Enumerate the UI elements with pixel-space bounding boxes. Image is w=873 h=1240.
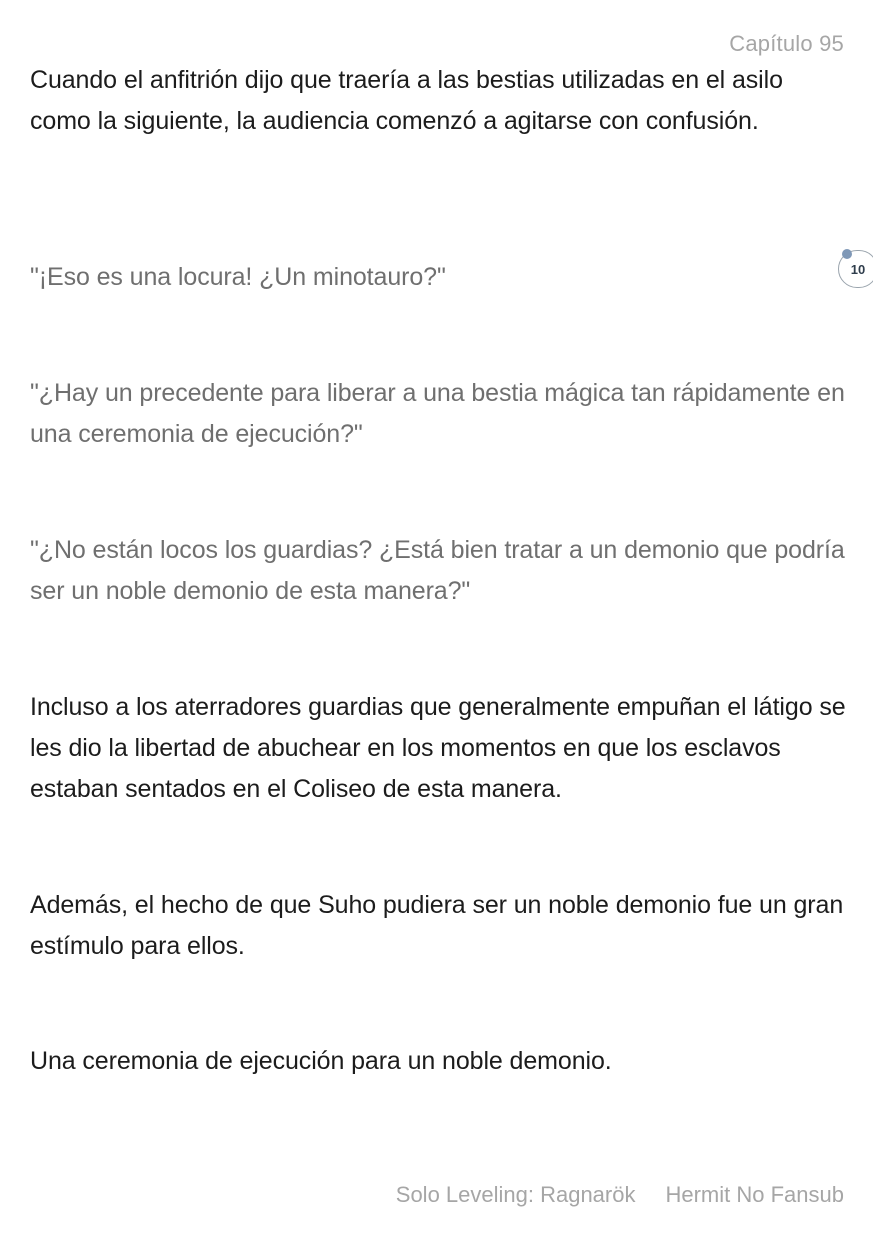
paragraph-narration: Incluso a los aterradores guardias que generalmente empuñan el látigo se les dio la libertad de abuchear en los momentos en que los esclavos estaban sentados en el Coliseo de esta manera. <box>30 693 846 803</box>
paragraph-dialogue: "¿No están locos los guardias? ¿Está bien tratar a un demonio que podría ser un noble demonio de esta manera?" <box>30 536 845 605</box>
footer <box>396 1182 844 1208</box>
chapter-label: Capítulo 95 <box>729 31 844 56</box>
footer-book-title: Solo Leveling: Ragnarök <box>395 1182 636 1207</box>
paragraph-narration: Además, el hecho de que Suho pudiera ser un noble demonio fue un gran estímulo para ellos. <box>30 891 844 960</box>
comment-count: 10 <box>850 261 866 277</box>
paragraph-dialogue: "¡Eso es una locura! ¿Un minotauro?" <box>30 263 446 291</box>
comment-indicator-dot <box>842 249 852 259</box>
paragraph-dialogue: "¿Hay un precedente para liberar a una bestia mágica tan rápidamente en una ceremonia de ejecución?" <box>30 379 845 448</box>
paragraph-narration: Cuando el anfitrión dijo que traería a las bestias utilizadas en el asilo como la siguiente, la audiencia comenzó a agitarse con confusión. <box>30 66 783 135</box>
paragraph-narration: Una ceremonia de ejecución para un noble demonio. <box>30 1047 612 1075</box>
footer-translator: Hermit No Fansub <box>665 1182 844 1207</box>
